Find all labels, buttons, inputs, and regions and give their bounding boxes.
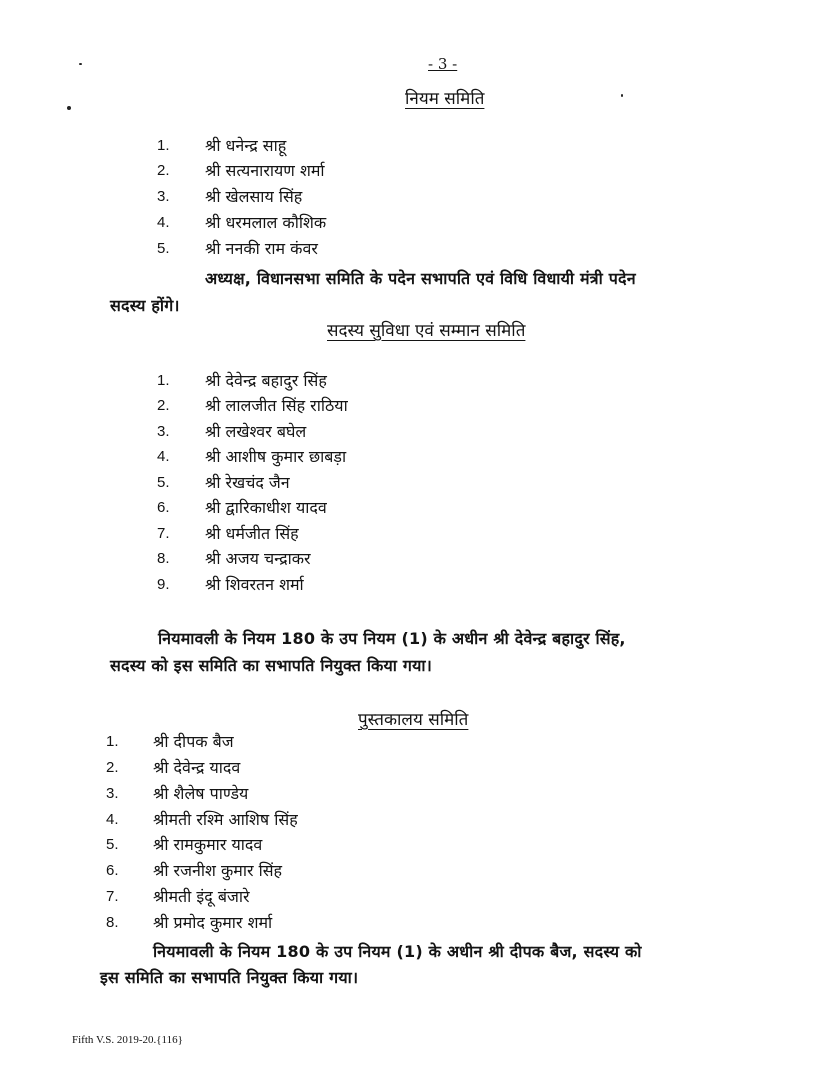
list-number: 5. [157,474,170,491]
list-number: 8. [157,550,170,567]
list-number: 9. [157,576,170,593]
member-name: श्री खेलसाय सिंह [205,187,303,206]
list-number: 3. [157,188,170,205]
member-name: श्री धरमलाल कौशिक [205,213,327,232]
note-paragraph-line: अध्यक्ष, विधानसभा समिति के पदेन सभापति एवं विधि विधायी मंत्री पदेन [205,269,636,288]
section-heading-library-committee: पुस्तकालय समिति [358,710,469,730]
member-name: श्री आशीष कुमार छाबड़ा [205,447,347,466]
member-name: श्री देवेन्द्र यादव [153,758,241,777]
list-number: 2. [157,397,170,414]
appointment-paragraph-line: नियमावली के नियम 180 के उप नियम (1) के अधीन श्री दीपक बैज, सदस्य को [153,942,642,961]
section-heading-member-facilities-committee: सदस्य सुविधा एवं सम्मान समिति [327,321,526,341]
list-number: 2. [106,759,119,776]
member-name: श्री देवेन्द्र बहादुर सिंह [205,371,327,390]
appointment-paragraph-line: नियमावली के नियम 180 के उप नियम (1) के अधीन श्री देवेन्द्र बहादुर सिंह, [158,629,626,648]
list-number: 6. [157,499,170,516]
appointment-paragraph-line: इस समिति का सभापति नियुक्त किया गया। [100,968,359,987]
list-number: 4. [106,811,119,828]
list-number: 1. [157,372,170,389]
scan-speck [79,63,82,65]
list-number: 4. [157,448,170,465]
list-number: 2. [157,162,170,179]
note-paragraph-line: सदस्य होंगे। [110,296,180,315]
list-number: 8. [106,914,119,931]
list-number: 5. [157,240,170,257]
member-name: श्री लालजीत सिंह राठिया [205,396,348,415]
section-heading-rules-committee: नियम समिति [405,89,485,109]
member-name: श्री धर्मजीत सिंह [205,524,299,543]
member-name: श्री शिवरतन शर्मा [205,575,304,594]
member-name: श्री शैलेष पाण्डेय [153,784,249,803]
list-number: 4. [157,214,170,231]
list-number: 1. [157,137,170,154]
appointment-paragraph-line: सदस्य को इस समिति का सभापति नियुक्त किया गया। [110,656,433,675]
list-number: 7. [157,525,170,542]
member-name: श्री रेखचंद जैन [205,473,290,492]
scan-speck [67,106,71,110]
member-name: श्री अजय चन्द्राकर [205,549,311,568]
list-number: 7. [106,888,119,905]
member-name: श्री लखेश्वर बघेल [205,422,307,441]
member-name: श्री द्वारिकाधीश यादव [205,498,327,517]
member-name: श्री सत्यनारायण शर्मा [205,161,325,180]
list-number: 3. [157,423,170,440]
member-name: श्री रजनीश कुमार सिंह [153,861,283,880]
member-name: श्री ननकी राम कंवर [205,239,318,258]
member-name: श्री रामकुमार यादव [153,835,263,854]
page-number: - 3 - [428,55,458,73]
list-number: 1. [106,733,119,750]
list-number: 5. [106,836,119,853]
member-name: श्री प्रमोद कुमार शर्मा [153,913,273,932]
member-name: श्री दीपक बैज [153,732,234,751]
list-number: 3. [106,785,119,802]
list-number: 6. [106,862,119,879]
footer-reference: Fifth V.S. 2019-20.{116} [72,1034,183,1046]
member-name: श्री धनेन्द्र साहू [205,136,287,155]
scan-speck [621,94,623,97]
member-name: श्रीमती इंदू बंजारे [153,887,250,906]
member-name: श्रीमती रश्मि आशिष सिंह [153,810,298,829]
